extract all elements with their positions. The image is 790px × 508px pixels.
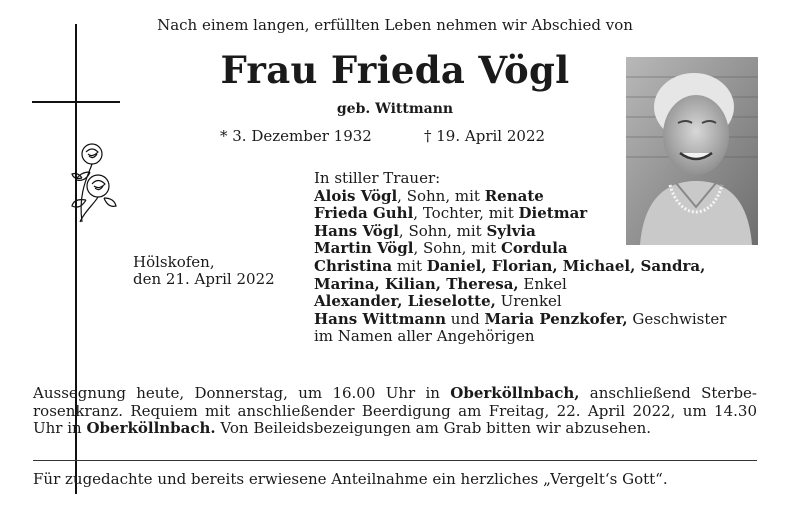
mourning-heading: In stiller Trauer: (314, 169, 441, 187)
death-date: † 19. April 2022 (424, 127, 546, 145)
maiden-name: geb. Wittmann (336, 101, 454, 117)
mourner-line: Alois Vögl, Sohn, mit Renate (314, 186, 544, 205)
notice-date: den 21. April 2022 (133, 270, 275, 288)
grandchildren-line-1: Christina mit Daniel, Florian, Michael, Sandra, (314, 256, 706, 275)
funeral-details: Aussegnung heute, Donnerstag, um 16.00 Uhr in Oberköllnbach, anschließend Sterbe-rosenkranz. Requiem mit anschließender Beerdigung am Freitag, 22. April 2022, um 14.30 Uhr in Oberköllnbach. Von Beileidsbezeigungen am Grab bitten wir abzusehen. (33, 384, 758, 438)
relatives-line: im Namen aller Angehörigen (314, 327, 535, 346)
birth-date: * 3. Dezember 1932 (220, 127, 372, 145)
mourner-line: Hans Vögl, Sohn, mit Sylvia (314, 221, 536, 240)
place: Hölskofen, (133, 253, 215, 271)
roses-icon (70, 142, 122, 224)
great-grandchildren-line: Alexander, Lieselotte, Urenkel (314, 292, 562, 311)
siblings-line: Hans Wittmann und Maria Penzkofer, Geschwister (314, 309, 727, 328)
divider (33, 460, 757, 461)
deceased-name: Frau Frieda Vögl (220, 48, 570, 92)
place-date (133, 254, 275, 288)
mourner-line: Frieda Guhl, Tochter, mit Dietmar (314, 204, 588, 223)
mourner-line: Martin Vögl, Sohn, mit Cordula (314, 239, 568, 258)
intro-text: Nach einem langen, erfüllten Leben nehmen wir Abschied von (157, 16, 633, 34)
thanks-text: Für zugedachte und bereits erwiesene Anteilnahme ein herzliches „Vergelt‘s Gott“. (33, 470, 668, 488)
grandchildren-line-2: Marina, Kilian, Theresa, Enkel (314, 274, 567, 293)
mourners-list (314, 170, 726, 346)
